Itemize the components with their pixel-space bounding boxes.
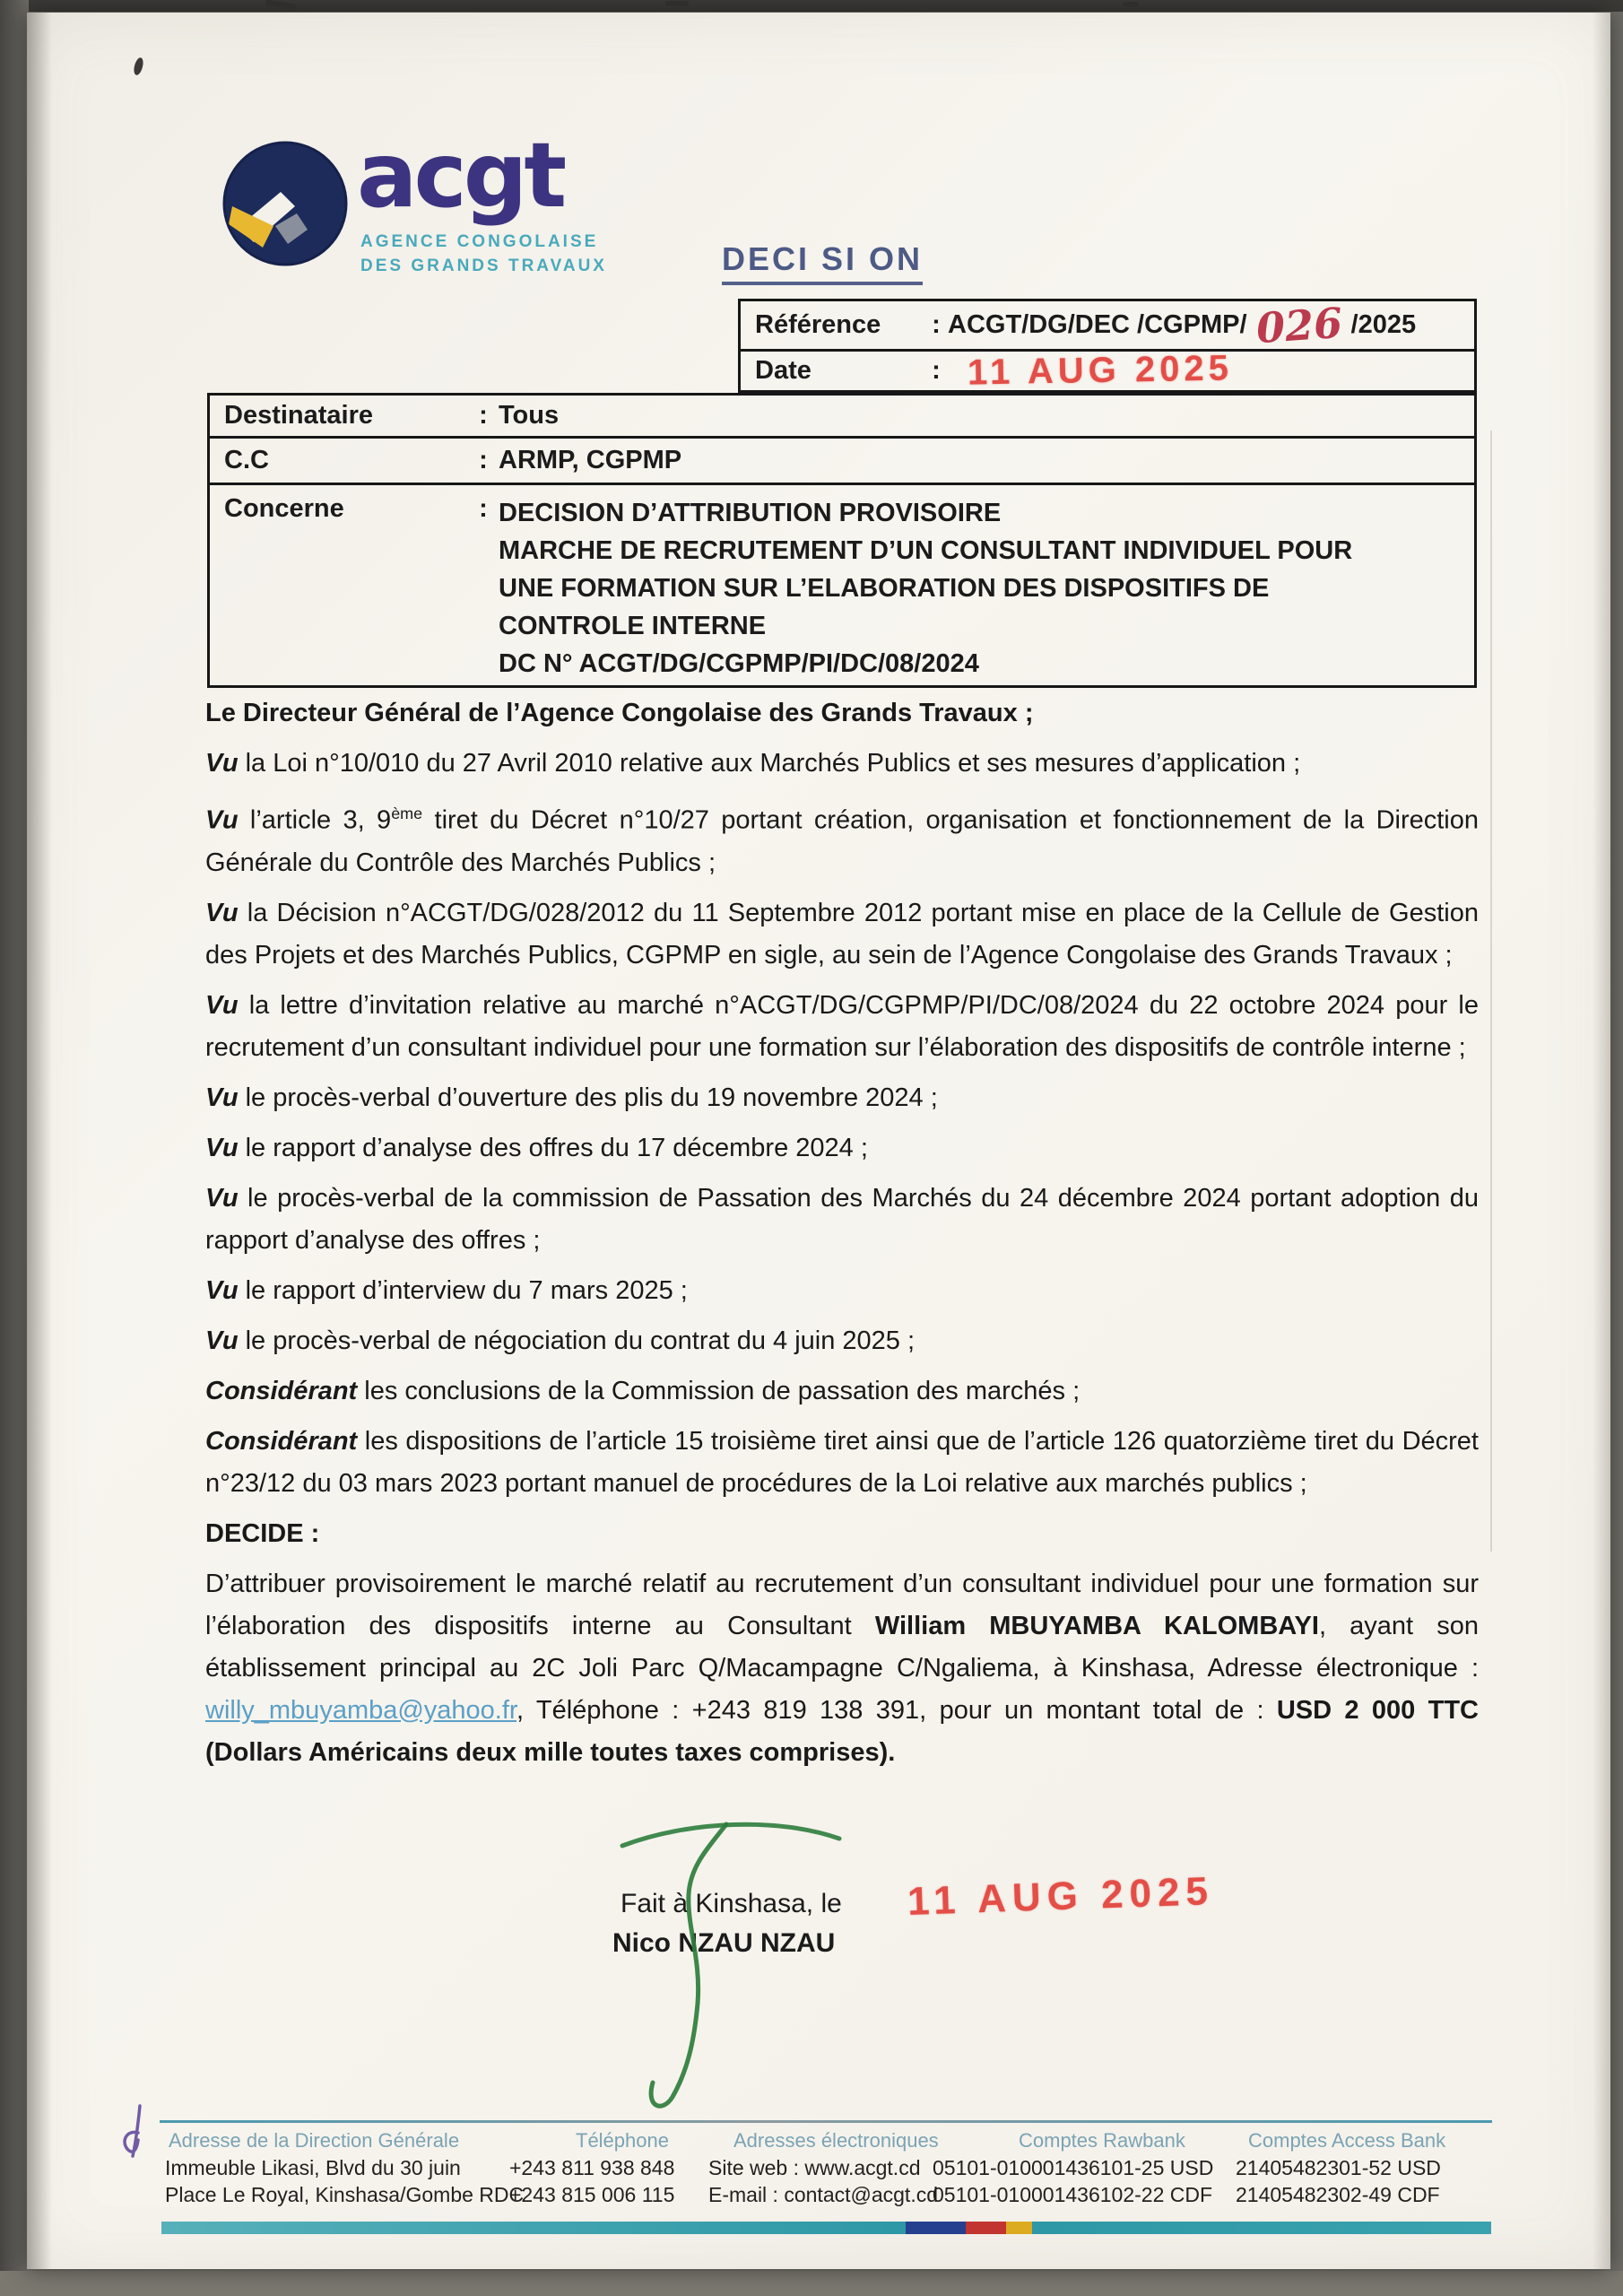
opening-line: Le Directeur Général de l’Agence Congolaise des Grands Travaux ; [205,699,1034,727]
consultant-name: William MBUYAMBA KALOMBAYI [874,1611,1319,1640]
vu-paragraph: Vu le rapport d’interview du 7 mars 2025 ; [205,1275,688,1305]
award-amount: USD 2 000 TTC [1276,1695,1479,1725]
footer-column-address [165,2127,524,2208]
signatory-name: Nico NZAU NZAU [612,1928,836,1958]
award-email-link: willy_mbuyamba@yahoo.fr [205,1695,516,1725]
vu-paragraph: Vu le procès-verbal de négociation du contrat du 4 juin 2025 ; [205,1326,916,1355]
concerne-label: Concerne [224,494,344,523]
reference-suffix: /2025 [1350,310,1417,339]
vu-paragraph: Vu la lettre d’invitation relative au marché n°ACGT/DG/CGPMP/PI/DC/08/2024 du 22 octobre 2024 pour le recrutement d’un consultant individuel pour une formation sur l’élaboration des dispositifs de contrôle interne ; [205,990,1479,1062]
destinataire-row [210,396,1474,439]
footer-column-rawbank [933,2127,1213,2208]
scan-artifact [1123,2,1139,7]
cc-label: C.C [224,446,269,474]
strip-blue [906,2222,966,2234]
superscript: ème [391,804,423,822]
reference-number-handwritten: 026 [1254,298,1344,352]
concerne-colon: : [479,494,488,523]
footer-column-phone [509,2127,674,2208]
destinataire-label: Destinataire [224,401,374,430]
scan-edge-top [0,0,1623,12]
reference-prefix: ACGT/DG/DEC /CGPMP/ [948,310,1247,339]
logo-subtitle [360,230,607,278]
reference-label: Référence [755,310,881,339]
footer-rawbank-header: Comptes Rawbank [1019,2129,1185,2152]
reference-date-table [738,299,1477,393]
concerne-line: MARCHE DE RECRUTEMENT D’UN CONSULTANT INDIVIDUEL POUR [499,536,1353,565]
footer-address-line: Place Le Royal, Kinshasa/Gombe RDC [165,2183,525,2206]
document-title: DECI SI ON [722,240,923,285]
concerne-value [499,494,1474,683]
footer-email-line: E-mail : contact@acgt.cd [708,2183,938,2206]
cc-row [210,439,1474,485]
considerant-paragraph: Considérant les conclusions de la Commission de passation des marchés ; [205,1376,1081,1405]
date-colon: : [932,356,941,385]
recipients-table [207,393,1477,688]
scan-edge-bottom [0,2271,1623,2296]
date-stamp: 11 AUG 2025 [967,348,1234,393]
scan-edge-left [0,0,29,2296]
date-label: Date [755,356,812,385]
destinataire-colon: : [479,401,488,430]
footer-column-accessbank [1236,2127,1445,2208]
footer-color-strip [161,2222,1491,2234]
footer-accessbank-header: Comptes Access Bank [1248,2129,1446,2152]
award-paragraph: D’attribuer provisoirement le marché relatif au recrutement d’un consultant individuel pour une formation sur l’élaboration des dispositifs interne au Consultant William MBUYAMBA KALOMBAYI, ayant son établissement principal au 2C Joli Parc Q/Macampagne C/Ngaliema, à Kinshasa, Adresse électronique : willy_mbuyamba@yahoo.fr, Téléphone : +243 819 138 391, pour un montant total de : USD 2 000 TTC (Dollars Américains deux mille toutes taxes comprises). [205,1569,1479,1767]
reference-value [948,298,1474,352]
footer-rawbank-account: 05101-010001436102-22 CDF [933,2183,1213,2206]
footer-website-line: Site web : www.acgt.cd [708,2156,921,2179]
closing-date-stamp: 11 AUG 2025 [907,1869,1215,1924]
reference-colon: : [932,310,941,339]
footer-phone-line: +243 811 938 848 [509,2156,675,2179]
concerne-line: UNE FORMATION SUR L’ELABORATION DES DISPOSITIFS DE [499,574,1270,603]
vu-paragraph: Vu la Loi n°10/010 du 27 Avril 2010 relative aux Marchés Publics et ses mesures d’application ; [205,749,1301,778]
date-row [741,348,1474,393]
vu-paragraph: Vu le procès-verbal de la commission de Passation des Marchés du 24 décembre 2024 portant adoption du rapport d’analyse des offres ; [205,1183,1479,1255]
footer-accessbank-account: 21405482302-49 CDF [1236,2183,1440,2206]
logo-subtitle-line-1: AGENCE CONGOLAISE [360,232,599,251]
destinataire-value: Tous [499,401,560,430]
scan-fold-line [1490,430,1492,1552]
strip-yellow [1006,2222,1033,2234]
vu-paragraph: Vu la Décision n°ACGT/DG/028/2012 du 11 Septembre 2012 portant mise en place de la Cellule de Gestion des Projets et des Marchés Publics, CGPMP en sigle, au sein de l’Agence Congolaise des Grands Travaux ; [205,898,1479,970]
decision-body [205,692,1479,1782]
concerne-row [210,485,1474,680]
vu-paragraph: Vu l’article 3, 9ème tiret du Décret n°10/27 portant création, organisation et fonctionnement de la Direction Générale du Contrôle des Marchés Publics ; [205,804,1480,877]
award-amount-caption: (Dollars Américains deux mille toutes taxes comprises). [205,1737,896,1767]
strip-red [966,2222,1005,2234]
vu-paragraph: Vu le rapport d’analyse des offres du 17 décembre 2024 ; [205,1133,868,1162]
footer-column-electronic [708,2127,939,2208]
footer-address-header: Adresse de la Direction Générale [169,2129,460,2152]
strip-teal-right [1032,2222,1491,2234]
scan-artifact [665,1,689,6]
cc-value: ARMP, CGPMP [499,446,682,474]
date-value [948,348,1474,393]
footer-phone-header: Téléphone [576,2129,669,2152]
reference-row [741,298,1474,352]
considerant-paragraph: Considérant les dispositions de l’article 15 troisième tiret ainsi que de l’article 126 quatorzième tiret du Décret n°23/12 du 03 mars 2023 portant manuel de procédures de la Loi relative aux marchés publics ; [205,1426,1479,1498]
footer-accessbank-account: 21405482301-52 USD [1236,2156,1441,2179]
cc-colon: : [479,446,488,474]
pen-mark [113,2097,158,2161]
footer-electronic-header: Adresses électroniques [733,2129,939,2152]
footer-phone-line: +243 815 006 115 [509,2183,675,2206]
logo-subtitle-line-2: DES GRANDS TRAVAUX [360,257,607,275]
footer-divider [160,2120,1492,2123]
closing-place: Fait à Kinshasa, le [621,1889,842,1918]
concerne-line: DC N° ACGT/DG/CGPMP/PI/DC/08/2024 [499,649,979,678]
logo-wordmark: acgt [357,123,564,228]
footer-rawbank-account: 05101-010001436101-25 USD [933,2156,1214,2179]
decide-heading: DECIDE : [205,1518,320,1548]
acgt-logo-icon [221,140,349,267]
strip-teal-left [161,2222,906,2234]
concerne-line: CONTROLE INTERNE [499,612,767,640]
concerne-line: DECISION D’ATTRIBUTION PROVISOIRE [499,499,1002,527]
signature-ink [536,1808,1002,2149]
footer-address-line: Immeuble Likasi, Blvd du 30 juin [165,2156,461,2179]
vu-paragraph: Vu le procès-verbal d’ouverture des plis du 19 novembre 2024 ; [205,1083,938,1112]
